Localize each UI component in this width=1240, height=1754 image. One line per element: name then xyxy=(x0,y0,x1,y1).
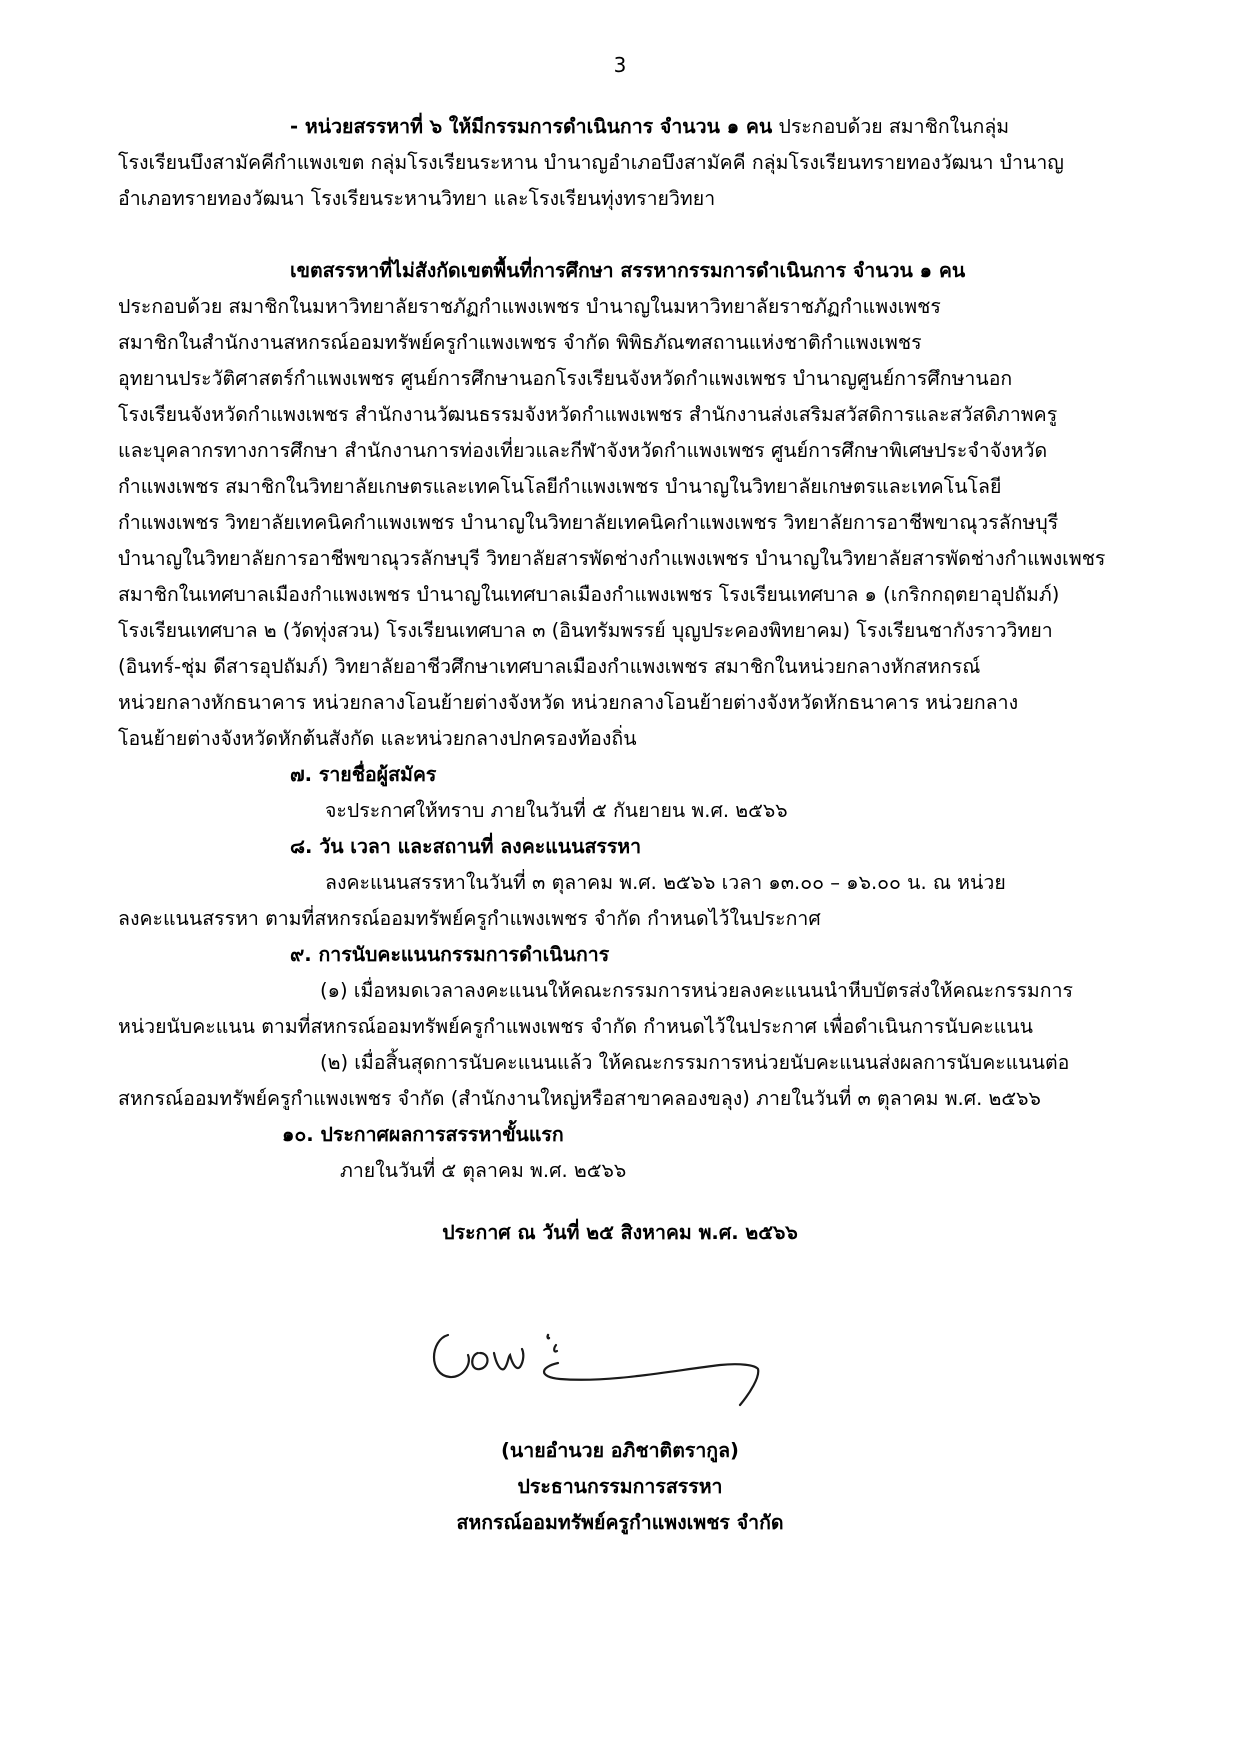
outside-zone-line: โอนย้ายต่างจังหวัดหักต้นสังกัด และหน่วยกลางปกครองท้องถิ่น xyxy=(118,727,637,750)
outside-zone-line: ประกอบด้วย สมาชิกในมหาวิทยาลัยราชภัฏกำแพงเพชร บำนาญในมหาวิทยาลัยราชภัฏกำแพงเพชร xyxy=(118,295,941,318)
section10-heading: ๑๐. ประกาศผลการสรรหาขั้นแรก xyxy=(282,1123,564,1146)
section8-line-2: ลงคะแนนสรรหา ตามที่สหกรณ์ออมทรัพย์ครูกำแพงเพชร จำกัด กำหนดไว้ในประกาศ xyxy=(118,907,821,930)
section9-item1-line-1: (๑) เมื่อหมดเวลาลงคะแนนให้คณะกรรมการหน่วยลงคะแนนนำหีบบัตรส่งให้คณะกรรมการ xyxy=(320,979,1073,1002)
signatory-position: ประธานกรรมการสรรหา xyxy=(517,1475,723,1498)
section10-text: ภายในวันที่ ๕ ตุลาคม พ.ศ. ๒๕๖๖ xyxy=(340,1159,627,1182)
outside-zone-line: อุทยานประวัติศาสตร์กำแพงเพชร ศูนย์การศึกษานอกโรงเรียนจังหวัดกำแพงเพชร บำนาญศูนย์การศึกษานอก xyxy=(118,367,1013,390)
signatory-name: (นายอำนวย อภิชาติตรากูล) xyxy=(501,1439,739,1462)
unit6-line1-rest: ประกอบด้วย สมาชิกในกลุ่ม xyxy=(772,115,1010,138)
outside-zone-line: โรงเรียนจังหวัดกำแพงเพชร สำนักงานวัฒนธรรมจังหวัดกำแพงเพชร สำนักงานส่งเสริมสวัสดิการและสวัสดิภาพครู xyxy=(118,403,1058,426)
section7-text: จะประกาศให้ทราบ ภายในวันที่ ๕ กันยายน พ.ศ. ๒๕๖๖ xyxy=(325,799,788,822)
outside-zone-line: (อินทร์-ชุ่ม ดีสารอุปถัมภ์) วิทยาลัยอาชีวศึกษาเทศบาลเมืองกำแพงเพชร สมาชิกในหน่วยกลางหักสหกรณ์ xyxy=(118,655,981,678)
unit6-line-1 xyxy=(290,112,1009,142)
outside-zone-line: บำนาญในวิทยาลัยการอาชีพขาณุวรลักษบุรี วิทยาลัยสารพัดช่างกำแพงเพชร บำนาญในวิทยาลัยสารพัดช่างกำแพงเพชร xyxy=(118,547,1106,570)
outside-zone-line: และบุคลากรทางการศึกษา สำนักงานการท่องเที่ยวและกีฬาจังหวัดกำแพงเพชร ศูนย์การศึกษาพิเศษประจำจังหวัด xyxy=(118,439,1048,462)
section9-item2-line-2: สหกรณ์ออมทรัพย์ครูกำแพงเพชร จำกัด (สำนักงานใหญ่หรือสาขาคลองขลุง) ภายในวันที่ ๓ ตุลาคม พ.ศ. ๒๕๖๖ xyxy=(118,1087,1041,1110)
outside-zone-line: สมาชิกในสำนักงานสหกรณ์ออมทรัพย์ครูกำแพงเพชร จำกัด พิพิธภัณฑสถานแห่งชาติกำแพงเพชร xyxy=(118,331,922,354)
unit6-lead: - หน่วยสรรหาที่ ๖ ให้มีกรรมการดำเนินการ จำนวน ๑ คน xyxy=(290,115,773,138)
outside-zone-line: หน่วยกลางหักธนาคาร หน่วยกลางโอนย้ายต่างจังหวัด หน่วยกลางโอนย้ายต่างจังหวัดหักธนาคาร หน่วยกลาง xyxy=(118,691,1019,714)
outside-zone-heading: เขตสรรหาที่ไม่สังกัดเขตพื้นที่การศึกษา สรรหากรรมการดำเนินการ จำนวน ๑ คน xyxy=(290,259,966,282)
section7-heading: ๗. รายชื่อผู้สมัคร xyxy=(290,763,437,786)
section8-line-1: ลงคะแนนสรรหาในวันที่ ๓ ตุลาคม พ.ศ. ๒๕๖๖ เวลา ๑๓.๐๐ – ๑๖.๐๐ น. ณ หน่วย xyxy=(325,871,1006,894)
unit6-line-2: โรงเรียนบึงสามัคคีกำแพงเขต กลุ่มโรงเรียนระหาน บำนาญอำเภอบึงสามัคคี กลุ่มโรงเรียนทรายทองวัฒนา บำนาญ xyxy=(118,151,1064,174)
section9-heading: ๙. การนับคะแนนกรรมการดำเนินการ xyxy=(290,943,610,966)
outside-zone-line: โรงเรียนเทศบาล ๒ (วัดทุ่งสวน) โรงเรียนเทศบาล ๓ (อินทรัมพรรย์ บุญประคองพิทยาคม) โรงเรียนชากังราววิทยา xyxy=(118,619,1053,642)
announcement-date: ประกาศ ณ วันที่ ๒๕ สิงหาคม พ.ศ. ๒๕๖๖ xyxy=(442,1221,798,1244)
signatory-organization: สหกรณ์ออมทรัพย์ครูกำแพงเพชร จำกัด xyxy=(456,1511,784,1534)
page-number: 3 xyxy=(613,53,627,77)
outside-zone-line: สมาชิกในเทศบาลเมืองกำแพงเพชร บำนาญในเทศบาลเมืองกำแพงเพชร โรงเรียนเทศบาล ๑ (เกริกกฤตยาอุปถัมภ์) xyxy=(118,583,1060,606)
outside-zone-line: กำแพงเพชร สมาชิกในวิทยาลัยเกษตรและเทคโนโลยีกำแพงเพชร บำนาญในวิทยาลัยเกษตรและเทคโนโลยี xyxy=(118,475,1002,498)
outside-zone-line: กำแพงเพชร วิทยาลัยเทคนิคกำแพงเพชร บำนาญในวิทยาลัยเทคนิคกำแพงเพชร วิทยาลัยการอาชีพขาณุวรลักษบุรี xyxy=(118,511,1059,534)
section9-item2-line-1: (๒) เมื่อสิ้นสุดการนับคะแนนแล้ว ให้คณะกรรมการหน่วยนับคะแนนส่งผลการนับคะแนนต่อ xyxy=(320,1051,1070,1074)
unit6-line-3: อำเภอทรายทองวัฒนา โรงเรียนระหานวิทยา และโรงเรียนทุ่งทรายวิทยา xyxy=(118,187,716,210)
signature-image xyxy=(420,1305,820,1415)
section8-heading: ๘. วัน เวลา และสถานที่ ลงคะแนนสรรหา xyxy=(290,835,642,858)
section9-item1-line-2: หน่วยนับคะแนน ตามที่สหกรณ์ออมทรัพย์ครูกำแพงเพชร จำกัด กำหนดไว้ในประกาศ เพื่อดำเนินการนับคะแนน xyxy=(118,1015,1033,1038)
